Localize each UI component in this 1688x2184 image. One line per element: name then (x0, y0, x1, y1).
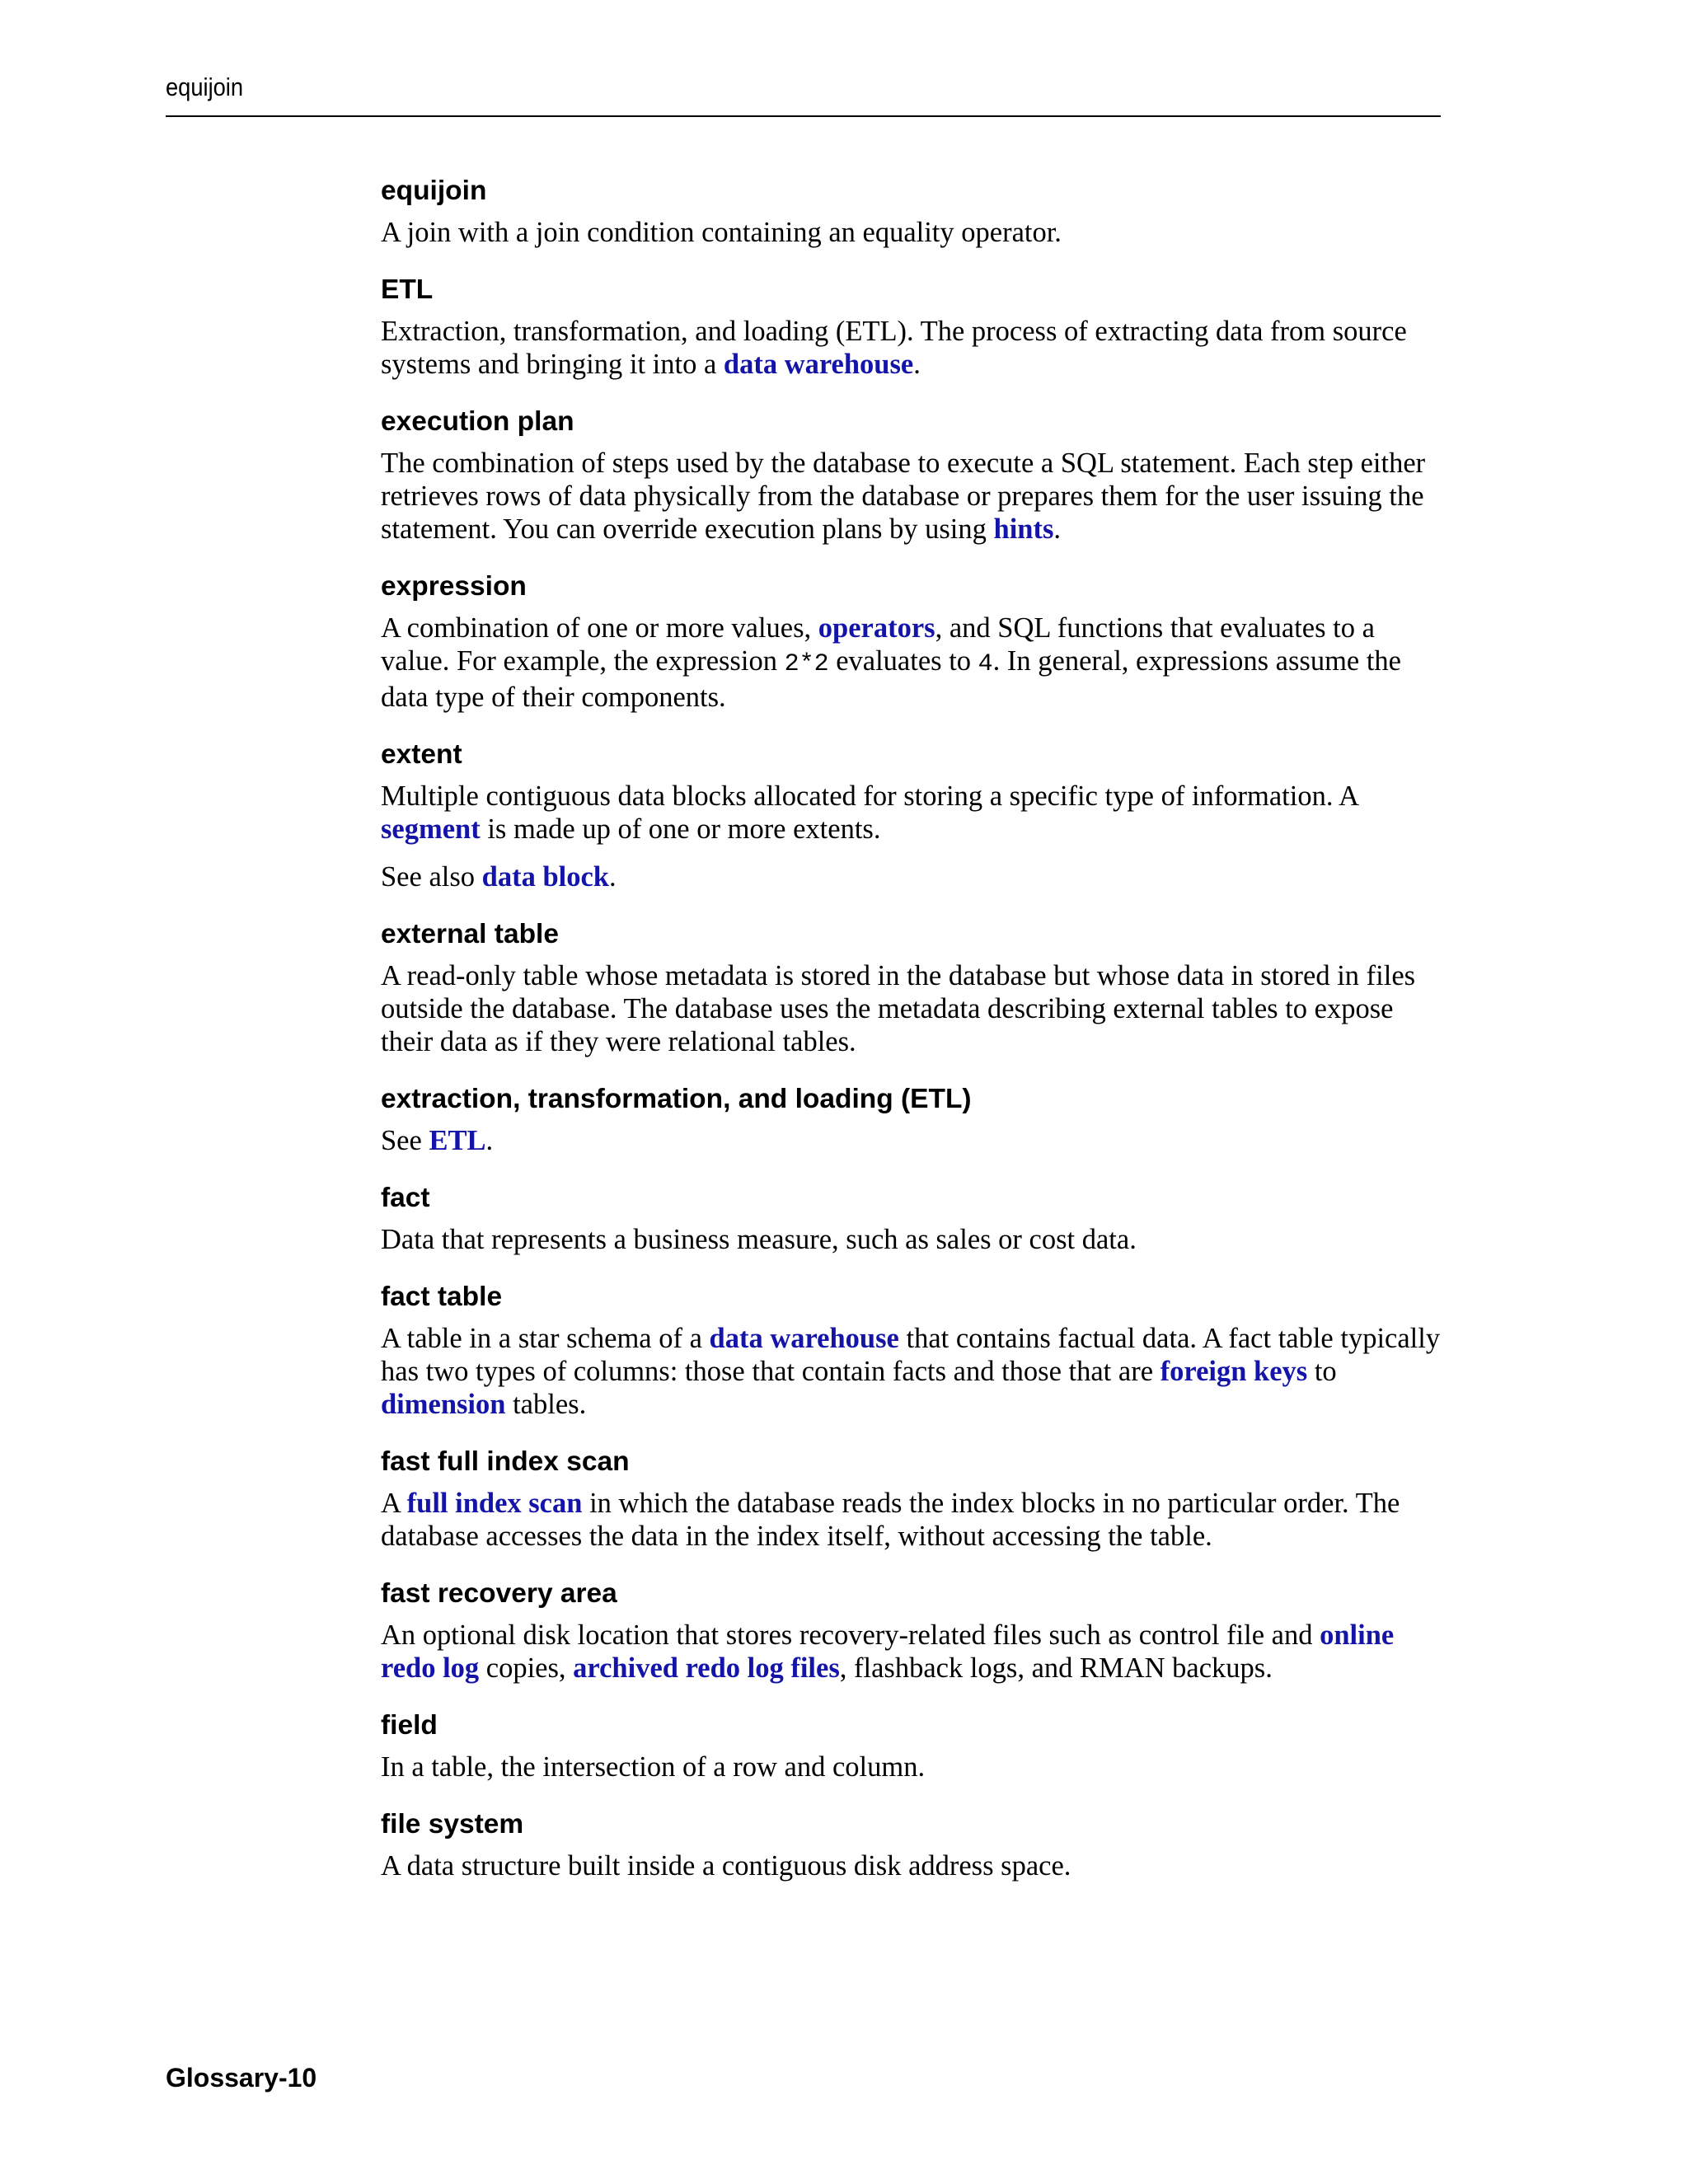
link-full-index-scan[interactable]: full index scan (406, 1488, 583, 1519)
term-heading: fact table (381, 1282, 503, 1312)
link-foreign-keys[interactable]: foreign keys (1160, 1356, 1308, 1387)
term-definition (381, 216, 1444, 249)
term-heading: file system (381, 1809, 524, 1840)
code-snippet: 4 (978, 650, 993, 678)
link-operators[interactable]: operators (818, 612, 935, 644)
glossary-entry-extent (381, 737, 1444, 893)
glossary-content (381, 173, 1444, 1905)
term-definition (381, 1750, 1444, 1783)
glossary-entry-execution-plan (381, 404, 1444, 546)
definition-text: . (913, 349, 921, 380)
definition-text: in which the database reads the index blocks in no particular order. The database accesses the data in the index itself, without accessing the table. (381, 1488, 1400, 1552)
glossary-entry-external-table (381, 916, 1444, 1058)
term-definition (381, 1124, 1444, 1157)
term-definition (381, 1487, 1444, 1553)
definition-text: evaluates to (828, 645, 978, 677)
definition-text: In a table, the intersection of a row and column. (381, 1751, 926, 1783)
term-heading: field (381, 1710, 438, 1741)
definition-text: is made up of one or more extents. (480, 813, 881, 845)
definition-text: Multiple contiguous data blocks allocated for storing a specific type of information. A (381, 780, 1358, 812)
term-heading: external table (381, 919, 559, 949)
glossary-entry-fast-recovery-area (381, 1576, 1444, 1685)
header-rule (166, 115, 1441, 117)
code-snippet: 2*2 (784, 650, 829, 678)
term-heading: expression (381, 571, 527, 602)
term-definition (381, 780, 1444, 846)
glossary-entry-expression (381, 569, 1444, 714)
glossary-entry-etl-full (381, 1081, 1444, 1157)
glossary-entry-etl (381, 272, 1444, 381)
link-data-warehouse[interactable]: data warehouse (709, 1323, 899, 1354)
term-heading: fast recovery area (381, 1578, 617, 1609)
definition-text: copies, (479, 1652, 574, 1684)
link-hints[interactable]: hints (993, 513, 1054, 545)
term-definition (381, 1223, 1444, 1256)
link-archived-redo-log-files[interactable]: archived redo log files (573, 1652, 840, 1684)
term-heading: extraction, transformation, and loading (ETL) (381, 1084, 972, 1114)
definition-text: A (381, 1488, 407, 1519)
definition-text: See (381, 1125, 429, 1156)
definition-text: . In general, expressions assume the data type of their components. (381, 645, 1401, 713)
glossary-entry-fast-full-index-scan (381, 1444, 1444, 1553)
term-definition (381, 612, 1444, 714)
link-online-redo-log[interactable]: online redo log (381, 1619, 1395, 1684)
glossary-entry-equijoin (381, 173, 1444, 249)
term-definition (381, 447, 1444, 546)
glossary-entry-field (381, 1708, 1444, 1783)
definition-text: to (1307, 1356, 1337, 1387)
term-heading: execution plan (381, 406, 574, 437)
definition-text: , and SQL functions that evaluates to a value. For example, the expression (381, 612, 1375, 677)
term-definition (381, 1322, 1444, 1421)
link-segment[interactable]: segment (381, 813, 481, 845)
link-data-warehouse[interactable]: data warehouse (723, 349, 914, 380)
glossary-entry-fact-table (381, 1279, 1444, 1421)
definition-text: See also (381, 861, 482, 893)
term-heading: fast full index scan (381, 1446, 630, 1477)
term-heading: ETL (381, 274, 434, 305)
definition-text: Extraction, transformation, and loading (ETL). The process of extracting data from source systems and bringing it into a (381, 316, 1407, 380)
definition-text: An optional disk location that stores recovery-related files such as control file and (381, 1619, 1320, 1651)
link-etl[interactable]: ETL (429, 1125, 486, 1156)
definition-text: , flashback logs, and RMAN backups. (839, 1652, 1273, 1684)
definition-text: A join with a join condition containing an equality operator. (381, 217, 1062, 248)
glossary-entry-fact (381, 1180, 1444, 1256)
link-dimension[interactable]: dimension (381, 1389, 506, 1420)
term-heading: equijoin (381, 176, 487, 206)
term-definition (381, 315, 1444, 381)
link-data-block[interactable]: data block (481, 861, 609, 893)
definition-text: A table in a star schema of a (381, 1323, 710, 1354)
definition-text: . (1053, 513, 1062, 545)
see-also (381, 860, 1444, 893)
definition-text: A data structure built inside a contiguous disk address space. (381, 1850, 1071, 1882)
page-number: Glossary-10 (166, 2063, 317, 2093)
running-header: equijoin (166, 73, 244, 101)
term-heading: extent (381, 739, 462, 770)
term-definition (381, 1849, 1444, 1882)
term-definition (381, 1619, 1444, 1685)
glossary-entry-file-system (381, 1807, 1444, 1882)
term-heading: fact (381, 1183, 430, 1213)
definition-text: tables. (505, 1389, 587, 1420)
definition-text: A combination of one or more values, (381, 612, 818, 644)
definition-text: that contains factual data. A fact table typically has two types of columns: those that contain facts and those that are (381, 1323, 1441, 1387)
term-definition (381, 959, 1444, 1058)
definition-text: The combination of steps used by the database to execute a SQL statement. Each step either retrieves rows of data physically from the database or prepares them for the user issuing the statement. You can override execution plans by using (381, 448, 1426, 545)
definition-text: . (485, 1125, 494, 1156)
definition-text: . (608, 861, 617, 893)
definition-text: Data that represents a business measure, such as sales or cost data. (381, 1224, 1137, 1255)
definition-text: A read-only table whose metadata is stored in the database but whose data in stored in files outside the database. The database uses the metadata describing external tables to expose their data as if they were relational tables. (381, 960, 1416, 1057)
